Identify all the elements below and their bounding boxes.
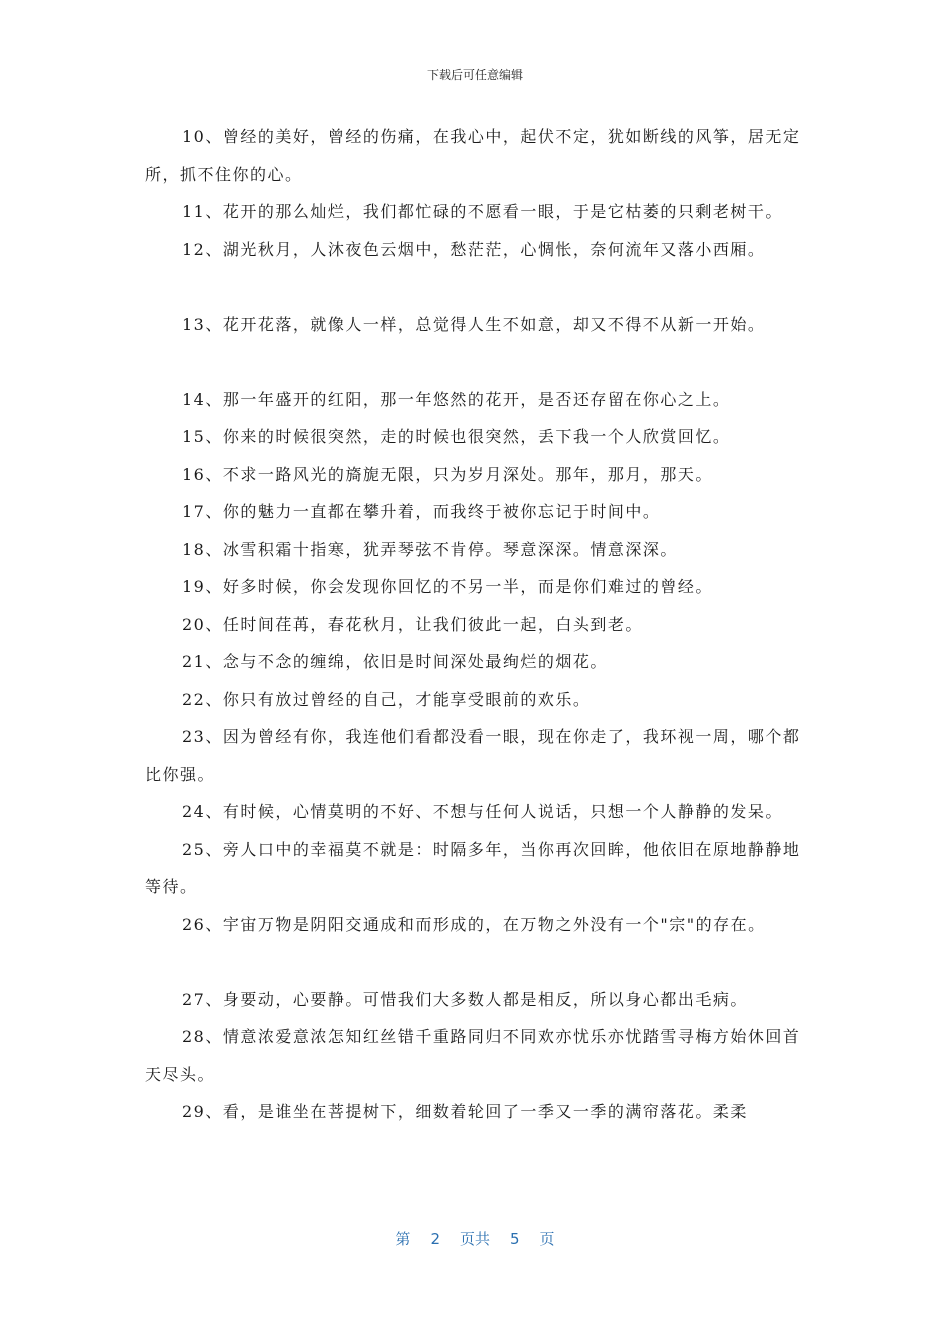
paragraph-13: 13、花开花落，就像人一样，总觉得人生不如意，却又不得不从新一开始。 — [182, 314, 766, 334]
paragraph-28: 28、情意浓爱意浓怎知红丝错千重路同归不同欢亦忧乐亦忧踏雪寻梅方始休回首天尽头。 — [145, 1027, 801, 1084]
total-pages-number: 5 — [510, 1230, 520, 1248]
paragraph-24: 24、有时候，心情莫明的不好、不想与任何人说话，只想一个人静静的发呆。 — [182, 802, 783, 821]
paragraph-17: 17、你的魅力一直都在攀升着，而我终于被你忘记于时间中。 — [182, 502, 661, 521]
paragraph-10: 10、曾经的美好，曾经的伤痛，在我心中，起伏不定，犹如断线的风筝，居无定所，抓不住你的心。 — [145, 127, 801, 184]
paragraph-16: 16、不求一路风光的旖旎无限，只为岁月深处。那年，那月，那天。 — [182, 464, 713, 484]
paragraph-22: 22、你只有放过曾经的自己，才能享受眼前的欢乐。 — [182, 689, 591, 709]
page-footer — [0, 1228, 950, 1249]
page-label-suffix: 页 — [539, 1230, 555, 1248]
paragraph-14: 14、那一年盛开的红阳，那一年悠然的花开，是否还存留在你心之上。 — [182, 389, 731, 409]
paragraph-15: 15、你来的时候很突然，走的时候也很突然，丢下我一个人欣赏回忆。 — [182, 427, 731, 446]
paragraph-26: 26、宇宙万物是阴阳交通成和而形成的，在万物之外没有一个"宗"的存在。 — [182, 914, 766, 934]
paragraph-29: 29、看，是谁坐在菩提树下，细数着轮回了一季又一季的满帘落花。柔柔 — [182, 1102, 748, 1121]
paragraph-21: 21、念与不念的缠绵，依旧是时间深处最绚烂的烟花。 — [182, 652, 608, 671]
document-body — [145, 118, 810, 1131]
current-page-number: 2 — [430, 1230, 440, 1248]
paragraph-18: 18、冰雪积霜十指寒，犹弄琴弦不肯停。琴意深深。情意深深。 — [182, 539, 678, 559]
paragraph-11: 11、花开的那么灿烂，我们都忙碌的不愿看一眼，于是它枯萎的只剩老树干。 — [182, 202, 783, 221]
paragraph-19: 19、好多时候，你会发现你回忆的不另一半，而是你们难过的曾经。 — [182, 577, 713, 596]
page-label-mid: 页共 — [459, 1230, 490, 1248]
paragraph-27: 27、身要动，心要静。可惜我们大多数人都是相反，所以身心都出毛病。 — [182, 989, 748, 1009]
header-note: 下载后可任意编辑 — [426, 68, 523, 82]
paragraph-23: 23、因为曾经有你，我连他们看都没看一眼，现在你走了，我环视一周，哪个都比你强。 — [145, 727, 801, 784]
paragraph-25: 25、旁人口中的幸福莫不就是：时隔多年，当你再次回眸，他依旧在原地静静地等待。 — [145, 839, 801, 896]
paragraph-20: 20、任时间荏苒，春花秋月，让我们彼此一起，白头到老。 — [182, 614, 643, 634]
page-label-prefix: 第 — [395, 1230, 411, 1248]
paragraph-12: 12、湖光秋月，人沐夜色云烟中，愁茫茫，心惆怅，奈何流年又落小西厢。 — [182, 239, 766, 259]
